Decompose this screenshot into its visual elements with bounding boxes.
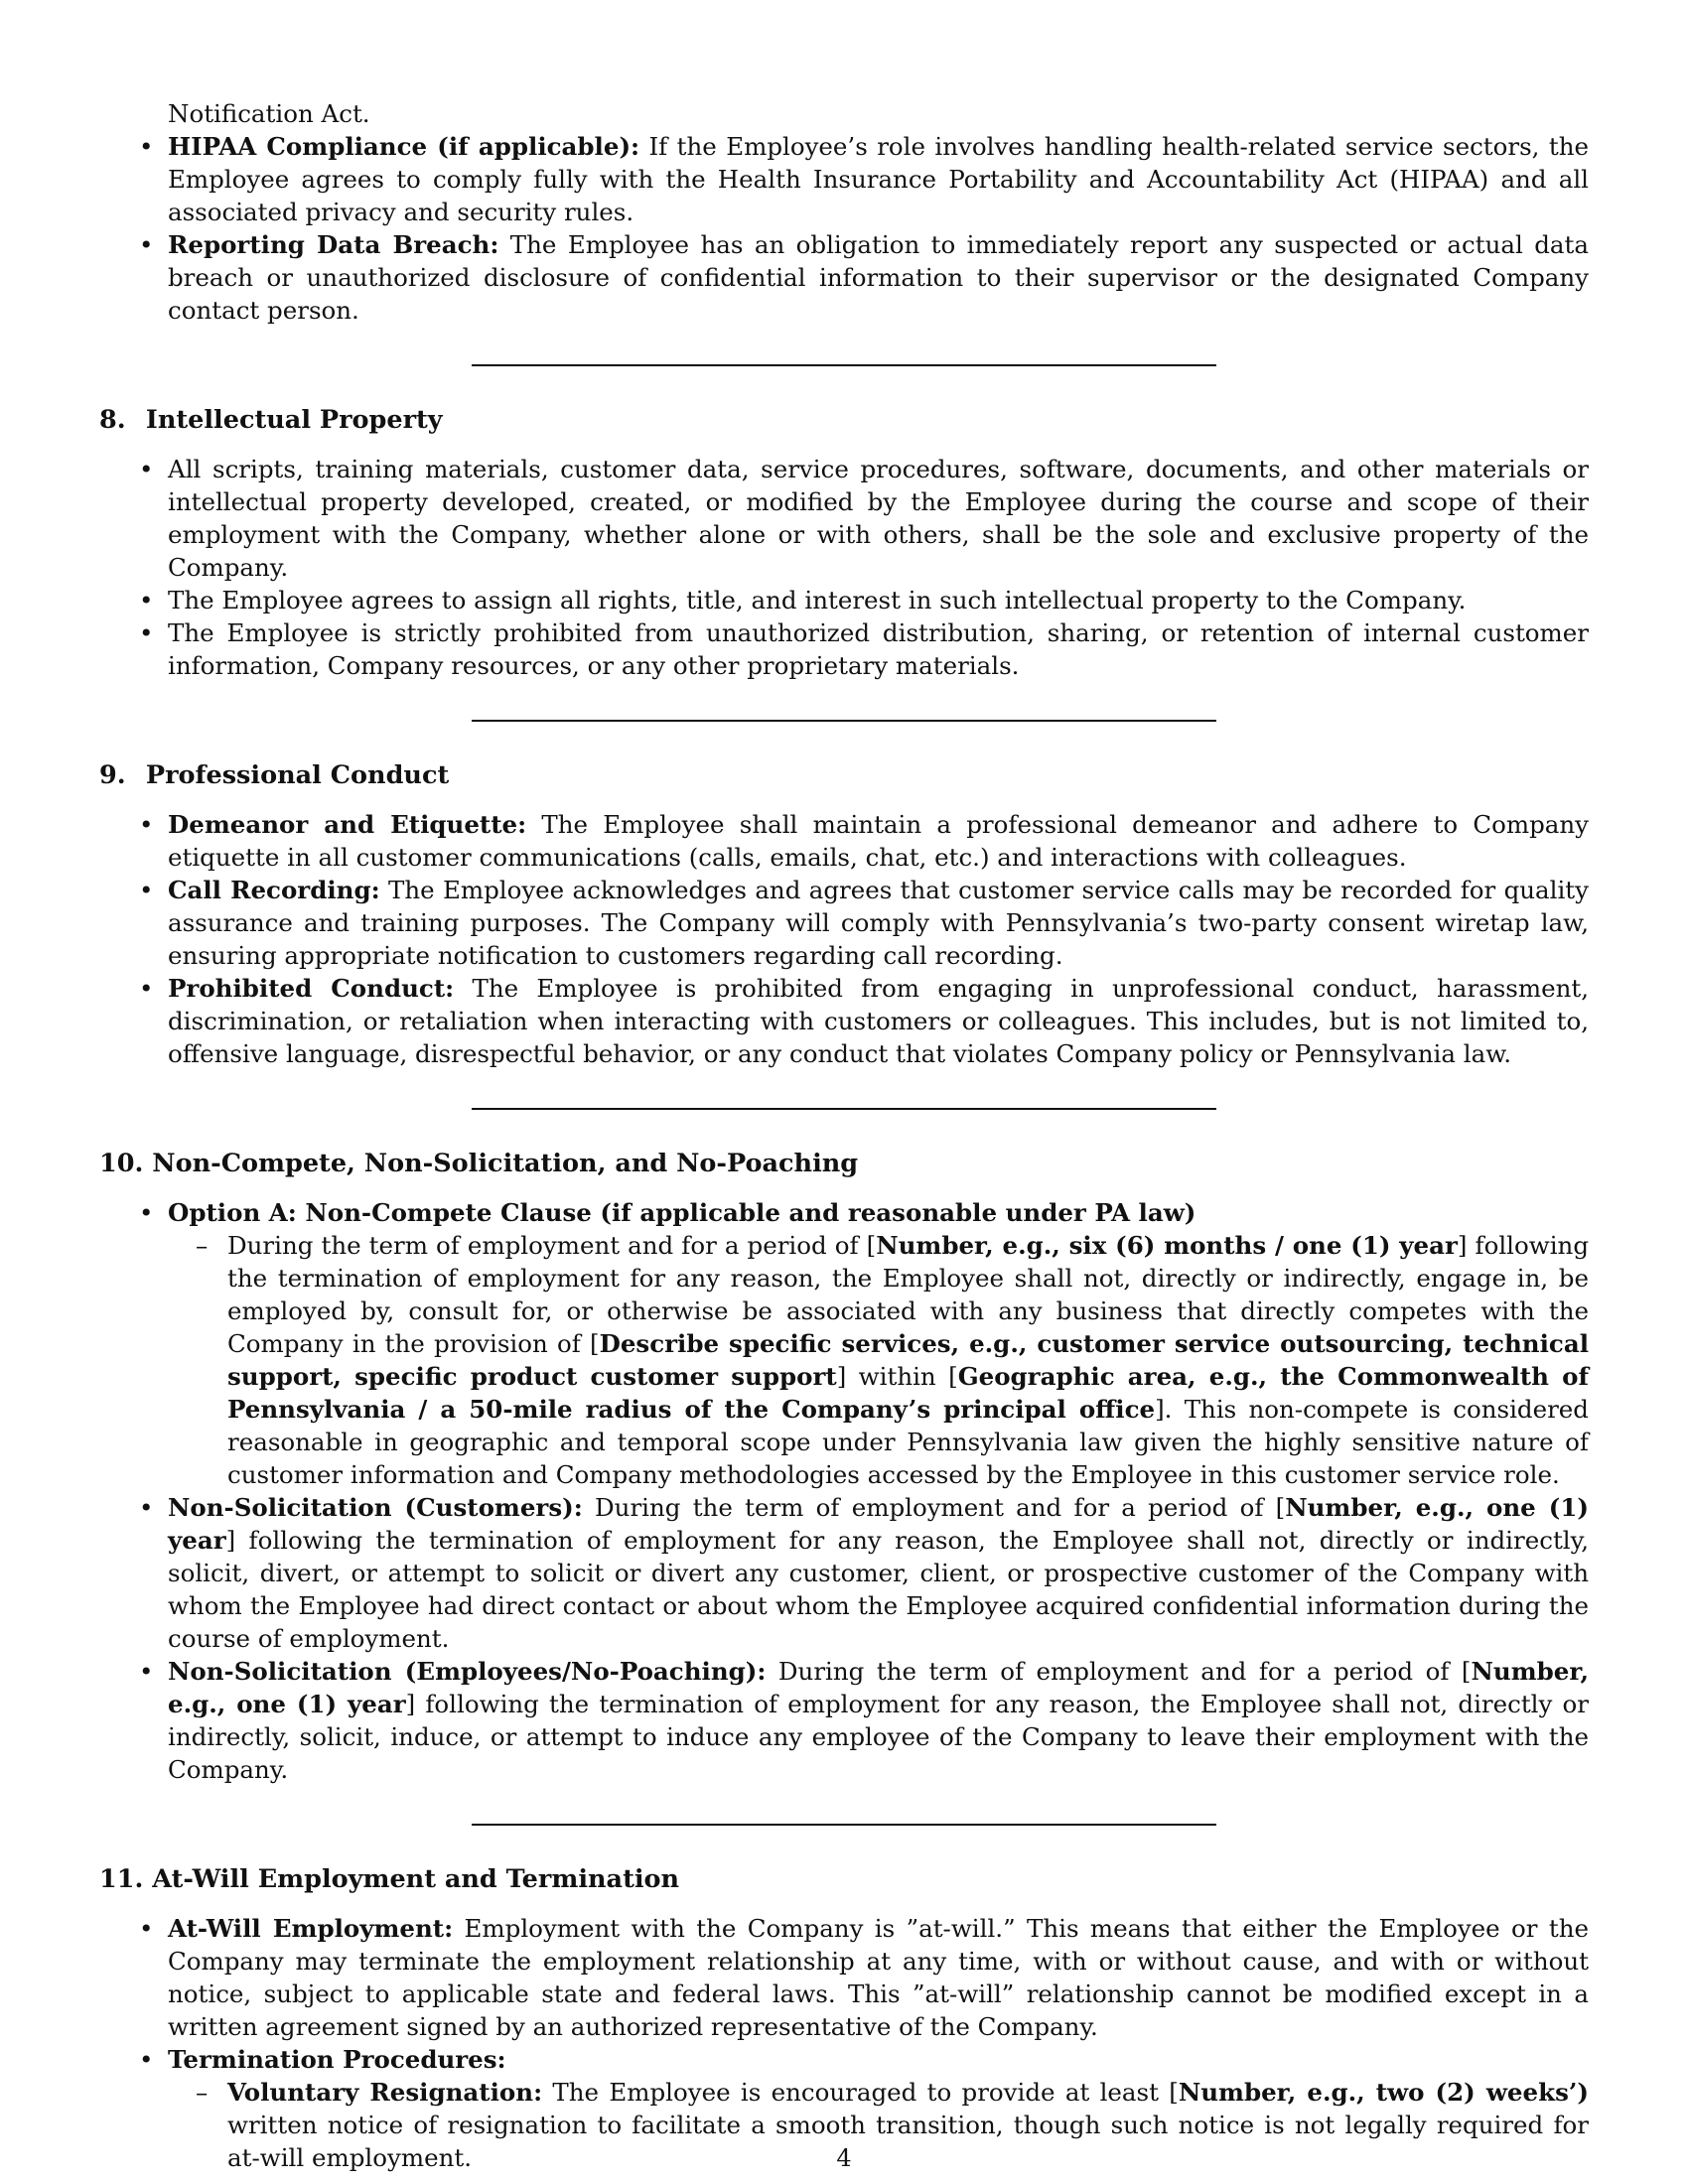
list-item	[99, 130, 1589, 228]
list-item: • Non-Solicitation (Employees/No-Poaching): During the term of employment and for a period of [Number, e.g., one (1) year] following the termination of employment for any reason, the Employee shall not, directly or indirectly, solicit, induce, or attempt to induce any employee of the Company to leave their employment with the Company.	[99, 1655, 1589, 1786]
bullet-text: The Employee is prohibited from engaging in unprofessional conduct, harassment, discrimination, or retaliation when interacting with customers or colleagues. This includes, but is not limited to, offensive language, disrespectful behavior, or any conduct that violates Company policy or Pennsylvania law.	[168, 974, 1589, 1068]
section-7-list	[99, 130, 1589, 327]
list-item	[99, 808, 1589, 874]
bullet-text: The Employee shall maintain a professional demeanor and adhere to Company etiquette in all customer communications (calls, emails, chat, etc.) and interactions with colleagues.	[168, 810, 1589, 872]
bullet-text: The Employee acknowledges and agrees that customer service calls may be recorded for quality assurance and training purposes. The Company will comply with Pennsylvania’s two-party consent wiretap law, ensuring appropriate notification to customers regarding call recording.	[168, 876, 1589, 970]
list-item	[99, 874, 1589, 972]
sub-list-item: – Voluntary Resignation: The Employee is encouraged to provide at least [Number, e.g., two (2) weeks’) written notice of resignation to facilitate a smooth transition, though such notice is not legally required for at-will employment.	[168, 2076, 1589, 2174]
section-heading-11: 11. At-Will Employment and Termination	[99, 1864, 680, 1894]
bullet-label: At-Will Employment:	[168, 1914, 454, 1943]
section-heading-10: 10. Non-Compete, Non-Solicitation, and No-Poaching	[99, 1149, 859, 1178]
section-9-list	[99, 808, 1589, 1070]
list-item: • At-Will Employment: Employment with the Company is ”at-will.” This means that either the Employee or the Company may terminate the employment relationship at any time, with or without cause, and with or without notice, subject to applicable state and federal laws. This ”at-will” relationship cannot be modified except in a written agreement signed by an authorized representative of the Company.	[99, 1912, 1589, 2043]
bullet-label: HIPAA Compliance (if applicable):	[168, 132, 640, 161]
bullet-text: If the Employee’s role involves handling health-related service sectors, the Employee agrees to comply fully with the Health Insurance Portability and Accountability Act (HIPAA) and all associated privacy and security rules.	[168, 132, 1590, 226]
list-item: • The Employee is strictly prohibited from unauthorized distribution, sharing, or retention of internal customer information, Company resources, or any other proprietary materials.	[99, 616, 1589, 682]
bullet-label: Non-Solicitation (Customers):	[168, 1493, 583, 1522]
section-divider	[472, 1824, 1216, 1826]
list-item	[99, 972, 1589, 1070]
section-10-list	[99, 1196, 1589, 1786]
bullet-label: Reporting Data Breach:	[168, 230, 499, 259]
bullet-text: The Employee has an obligation to immediately report any suspected or actual data breach or unauthorized disclosure of confidential information to their supervisor or the designated Company contact person.	[168, 230, 1589, 325]
section-divider	[472, 720, 1216, 722]
bullet-label: Option A: Non-Compete Clause (if applicable and reasonable under PA law)	[168, 1198, 1196, 1227]
section-heading-8: 8. Intellectual Property	[99, 405, 443, 435]
sub-list	[168, 1229, 1589, 1491]
bullet-label: Non-Solicitation (Employees/No-Poaching):	[168, 1657, 767, 1686]
list-item: • The Employee agrees to assign all rights, title, and interest in such intellectual property to the Company.	[99, 584, 1589, 616]
continued-text: Notification Act.	[168, 99, 370, 128]
page-number: 4	[836, 2144, 852, 2172]
bullet-label: Call Recording:	[168, 876, 380, 904]
section-11-list	[99, 1912, 1589, 2174]
document-page	[99, 97, 1589, 2174]
section-divider	[472, 1108, 1216, 1110]
list-item	[99, 228, 1589, 327]
bullet-label: Termination Procedures:	[168, 2045, 506, 2074]
bullet-label: Prohibited Conduct:	[168, 974, 455, 1003]
sub-list-item: – During the term of employment and for a period of [Number, e.g., six (6) months / one (1) year] following the termination of employment for any reason, the Employee shall not, directly or indirectly, engage in, be employed by, consult for, or otherwise be associated with any business that directly competes with the Company in the provision of [Describe specific services, e.g., customer service outsourcing, technical support, specific product customer support] within [Geographic area, e.g., the Commonwealth of Pennsylvania / a 50-mile radius of the Company’s principal office]. This non-compete is considered reasonable in geographic and temporal scope under Pennsylvania law given the highly sensitive nature of customer information and Company methodologies accessed by the Employee in this customer service role.	[168, 1229, 1589, 1491]
list-item: • Non-Solicitation (Customers): During the term of employment and for a period of [Number, e.g., one (1) year] following the termination of employment for any reason, the Employee shall not, directly or indirectly, solicit, divert, or attempt to solicit or divert any customer, client, or prospective customer of the Company with whom the Employee had direct contact or about whom the Employee acquired confidential information during the course of employment.	[99, 1491, 1589, 1655]
list-item: • All scripts, training materials, customer data, service procedures, software, documents, and other materials or intellectual property developed, created, or modified by the Employee during the course and scope of their employment with the Company, whether alone or with others, shall be the sole and exclusive property of the Company.	[99, 453, 1589, 584]
section-heading-9: 9. Professional Conduct	[99, 760, 450, 790]
section-8-list	[99, 453, 1589, 682]
list-item	[99, 1196, 1589, 1491]
bullet-label: Demeanor and Etiquette:	[168, 810, 527, 839]
section-divider	[472, 364, 1216, 366]
